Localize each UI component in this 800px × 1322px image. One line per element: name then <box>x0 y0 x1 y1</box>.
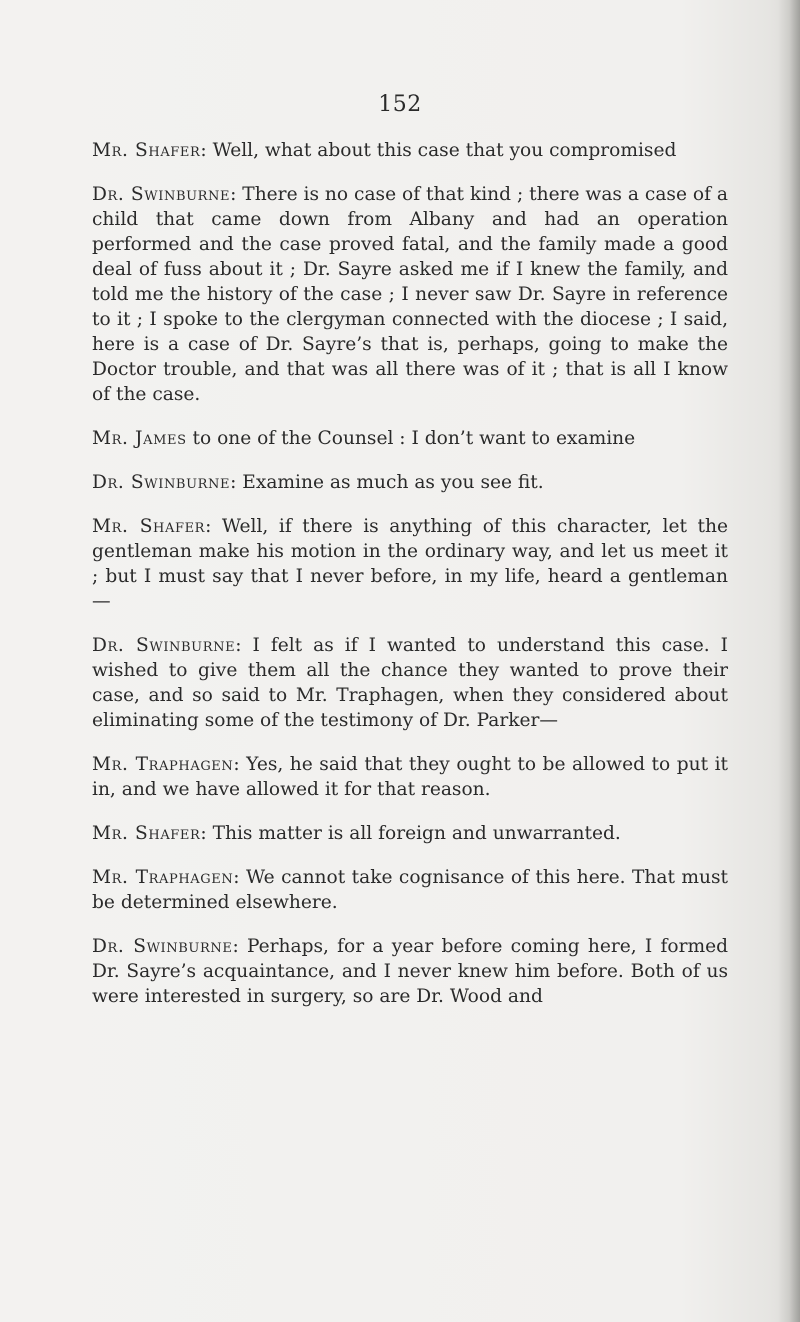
speaker-name: Dr. Swinburne <box>92 184 231 205</box>
paragraph <box>92 865 728 915</box>
paragraph-text: : I felt as if I wanted to understand this case. I wished to give them all the chance they wanted to prove their case, and so said to Mr. Traphagen, when they considered about eliminating some of the testimony of Dr. Parker— <box>92 635 728 731</box>
speaker-name: Mr. Traphagen <box>92 754 234 775</box>
paragraph <box>92 426 728 451</box>
paragraph <box>92 514 728 614</box>
paragraph-text: : Well, if there is anything of this character, let the gentleman make his motion in the ordinary way, and let us meet it ; but I must say that I never before, in my life, heard a gentleman— <box>92 516 728 612</box>
paragraph <box>92 138 728 163</box>
speaker-name: Dr. Swinburne <box>92 472 231 493</box>
speaker-name: Mr. Shafer <box>92 823 201 844</box>
paragraph-text: : Well, what about this case that you compromised <box>200 140 677 161</box>
paragraph <box>92 470 728 495</box>
paragraph-text: : Yes, he said that they ought to be allowed to put it in, and we have allowed it for that reason. <box>92 754 729 800</box>
paragraph <box>92 752 728 802</box>
transcript-body <box>92 138 728 1009</box>
paragraph-text: to one of the Counsel : I don’t want to examine <box>186 428 636 449</box>
page-number: 152 <box>378 92 422 117</box>
paragraph-text: : This matter is all foreign and unwarranted. <box>200 823 621 844</box>
speaker-name: Dr. Swinburne <box>92 635 236 656</box>
paragraph <box>92 934 728 1009</box>
speaker-name: Mr. Traphagen <box>92 867 234 888</box>
paragraph-text: : Examine as much as you see fit. <box>230 472 544 493</box>
speaker-name: Dr. Swinburne <box>92 936 233 957</box>
speaker-name: Mr. James <box>92 428 187 449</box>
paragraph <box>92 633 728 733</box>
paragraph <box>92 821 728 846</box>
speaker-name: Mr. Shafer <box>92 516 206 537</box>
paragraph-text: : Perhaps, for a year before coming here, I formed Dr. Sayre’s acquaintance, and I never knew him before. Both of us were interested in surgery, so are Dr. Wood and <box>92 936 729 1007</box>
paragraph-text: : There is no case of that kind ; there was a case of a child that came down from Albany and had an operation performed and the case proved fatal, and the family made a good deal of fuss about it ; Dr. Sayre asked me if I knew the family, and told me the history of the case ; I never saw Dr. Sayre in reference to it ; I spoke to the clergyman connected with the diocese ; I said, here is a case of Dr. Sayre’s that is, perhaps, going to make the Doctor trouble, and that was all there was of it ; that is all I know of the case. <box>92 184 728 405</box>
paragraph <box>92 182 728 407</box>
page-edge-shadow <box>778 0 800 1322</box>
paragraph-text: : We cannot take cognisance of this here. That must be determined elsewhere. <box>92 867 728 913</box>
speaker-name: Mr. Shafer <box>92 140 201 161</box>
